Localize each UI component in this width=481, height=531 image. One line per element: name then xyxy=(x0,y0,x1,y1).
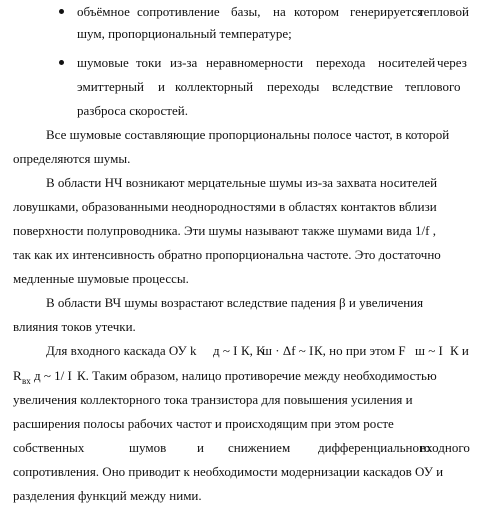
word: дифференциального xyxy=(318,440,431,455)
text-segment: R xyxy=(13,368,22,383)
word: токи xyxy=(136,55,162,70)
paragraph-3-line-1 xyxy=(0,293,481,313)
word: вследствие xyxy=(332,79,393,94)
text-line: расширения полосы рабочих частот и происходящим при этом росте xyxy=(13,416,394,431)
paragraph-2-line-1 xyxy=(0,173,481,193)
text-line: разброса скоростей. xyxy=(77,103,188,118)
paragraph-4-line-5 xyxy=(0,438,481,458)
bullet-item-2-line-2 xyxy=(0,77,481,97)
word: снижением xyxy=(228,440,291,455)
word: объёмное xyxy=(77,4,130,19)
text-line: ловушками, образованными неоднородностями в областях контактов вблизи xyxy=(13,199,437,214)
text-segment: д ~ 1/ I xyxy=(34,368,72,383)
paragraph-4-line-4 xyxy=(0,414,481,434)
text-line: определяются шумы. xyxy=(13,151,131,166)
text-segment: К и xyxy=(450,343,469,358)
word: собственных xyxy=(13,440,85,455)
word: шумов xyxy=(129,440,167,455)
text-line: В области НЧ возникают мерцательные шумы из-за захвата носителей xyxy=(46,175,438,190)
text-segment: ш ~ I xyxy=(415,343,443,358)
paragraph-4-line-6 xyxy=(0,462,481,482)
text-line: увеличения коллекторного тока транзистора для повышения усиления и xyxy=(13,392,413,407)
word: входного xyxy=(420,440,470,455)
text-segment: К, K xyxy=(241,343,266,358)
word: базы, xyxy=(231,4,261,19)
paragraph-2-line-4 xyxy=(0,245,481,265)
paragraph-4-line-1 xyxy=(0,341,481,361)
word: котором xyxy=(294,4,339,19)
text-segment: д ~ I xyxy=(213,343,238,358)
bullet-item-2-line-1 xyxy=(0,53,481,73)
bullet-icon xyxy=(59,60,64,65)
word: переходы xyxy=(267,79,320,94)
paragraph-1-line-2 xyxy=(0,149,481,169)
text-line: сопротивления. Оно приводит к необходимости модернизации каскадов ОУ и xyxy=(13,464,444,479)
text-line: шум, пропорциональный температуре; xyxy=(77,26,292,41)
text-line: разделения функций между ними. xyxy=(13,488,202,503)
bullet-item-2-line-3 xyxy=(0,101,481,121)
word: тепловой xyxy=(418,4,469,19)
word: генерируется xyxy=(350,4,424,19)
text-line: так как их интенсивность обратно пропорциональна частоте. Это достаточно xyxy=(13,247,441,262)
paragraph-2-line-5 xyxy=(0,269,481,289)
text-line: медленные шумовые процессы. xyxy=(13,271,189,286)
paragraph-3-line-2 xyxy=(0,317,481,337)
text-line: влияния токов утечки. xyxy=(13,319,136,334)
subscript: вх xyxy=(22,376,31,386)
text-segment: ш · Δf ~ I xyxy=(262,343,314,358)
word: из-за xyxy=(170,55,198,70)
word: эмиттерный xyxy=(77,79,144,94)
text-line: В области ВЧ шумы возрастают вследствие падения β и увеличения xyxy=(46,295,424,310)
text-line: поверхности полупроводника. Эти шумы называют также шумами вида 1/f , xyxy=(13,223,436,238)
bullet-item-1-line-2 xyxy=(0,24,481,44)
word: носителей xyxy=(378,55,436,70)
text-segment: Для входного каскада ОУ k xyxy=(46,343,197,358)
bullet-icon xyxy=(59,9,64,14)
paragraph-4-line-2 xyxy=(0,366,481,386)
word: и xyxy=(197,440,204,455)
paragraph-4-line-3 xyxy=(0,390,481,410)
word: сопротивление xyxy=(137,4,220,19)
word: на xyxy=(273,4,286,19)
word: и xyxy=(158,79,165,94)
paragraph-2-line-2 xyxy=(0,197,481,217)
word: коллекторный xyxy=(175,79,254,94)
bullet-item-1-line-1 xyxy=(0,2,481,22)
word: через xyxy=(437,55,467,70)
text-segment: К. Таким образом, налицо противоречие между необходимостью xyxy=(77,368,437,383)
word: неравномерности xyxy=(206,55,304,70)
word: перехода xyxy=(316,55,366,70)
text-segment: К, но при этом F xyxy=(314,343,406,358)
paragraph-1-line-1 xyxy=(0,125,481,145)
word: шумовые xyxy=(77,55,129,70)
paragraph-2-line-3 xyxy=(0,221,481,241)
word: теплового xyxy=(405,79,461,94)
paragraph-4-line-7 xyxy=(0,486,481,506)
text-line: Все шумовые составляющие пропорциональны полосе частот, в которой xyxy=(46,127,450,142)
